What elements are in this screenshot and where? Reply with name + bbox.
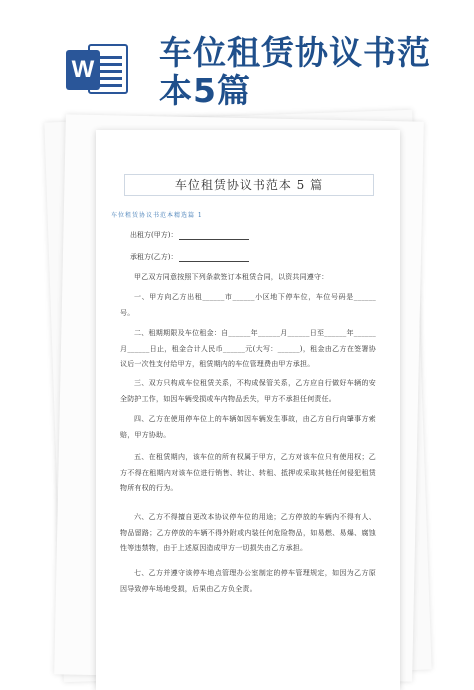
party-b-field bbox=[130, 252, 249, 262]
paragraph-clause-6: 六、乙方不得擅自更改本协议停车位的用途；乙方停放的车辆内不得有人、物品留路；乙方停放的车辆不得外附或内装任何危险物品，如易燃、易爆、腐蚀性等违禁物，由于上述原因造成甲方一切损失由乙方承担。 bbox=[120, 513, 376, 552]
paragraph-clause-1: 一、甲方向乙方出租______市______小区地下停车位，车位号码是______号。 bbox=[120, 293, 376, 317]
party-a-blank bbox=[179, 231, 249, 240]
paragraph-clause-2: 二、租期期限及车位租金：自______年______月______日至______年______月______日止，租金合计人民币______元(大写：______)，租金由乙方在签署协议后一次性支付给甲方，租赁期内的车位管理费由甲方承担。 bbox=[120, 329, 376, 368]
paragraph-intro: 甲乙双方同意按照下列条款签订本租赁合同，以资共同遵守： bbox=[134, 273, 329, 281]
page-title-line-2: 本5篇 bbox=[159, 71, 251, 110]
paragraph-clause-4: 四、乙方在使用停车位上的车辆如因车辆发生事故，由乙方自行向肇事方索赔，甲方协助。 bbox=[120, 415, 376, 439]
document-preview[interactable] bbox=[96, 130, 400, 690]
paragraph-clause-7: 七、乙方并遵守该停车地点管理办公室制定的停车管理规定，如因为乙方原因导致停车场地受损，后果由乙方负全责。 bbox=[120, 569, 376, 593]
paragraph-clause-5: 五、在租赁期内，该车位的所有权属于甲方，乙方对该车位只有使用权；乙方不得在租期内对该车位进行销售、转让、转租、抵押或采取其他任何侵犯租赁物所有权的行为。 bbox=[120, 453, 376, 492]
page-title-line-1: 车位租赁协议书范 bbox=[159, 33, 431, 72]
party-b-label: 承租方(乙方)： bbox=[130, 253, 178, 261]
party-a-field bbox=[130, 230, 249, 240]
party-b-blank bbox=[179, 253, 249, 262]
word-document-icon bbox=[66, 42, 130, 98]
header-banner bbox=[0, 0, 474, 118]
document-title: 车位租赁协议书范本 5 篇 bbox=[124, 174, 374, 196]
party-a-label: 出租方(甲方)： bbox=[130, 231, 178, 239]
word-badge: W bbox=[66, 50, 100, 90]
page-title bbox=[159, 34, 459, 110]
document-subtitle: 车位租赁协议书范本精选篇 1 bbox=[111, 212, 203, 219]
paragraph-clause-3: 三、双方只构成车位租赁关系，不构成保管关系，乙方应自行做好车辆的安全防护工作，如因车辆受损或车内物品丢失，甲方不承担任何责任。 bbox=[120, 379, 376, 403]
